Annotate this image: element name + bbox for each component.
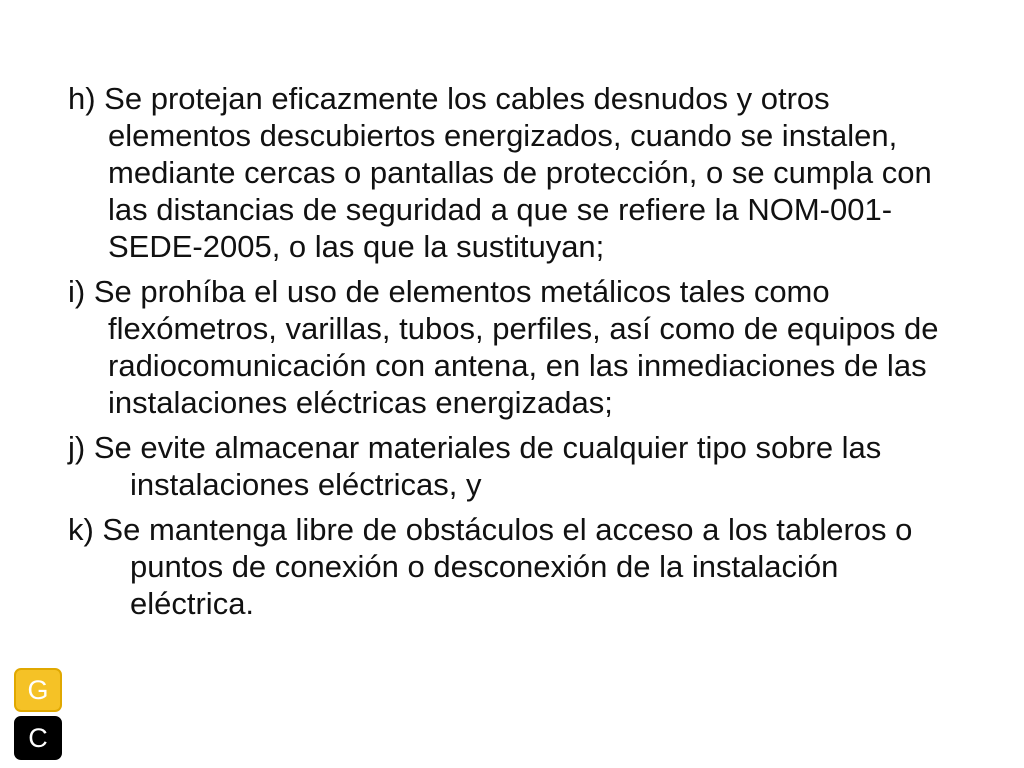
list-item-i: i) Se prohíba el uso de elementos metálicos tales como flexómetros, varillas, tubos, perfiles, así como de equipos de radiocomunicación con antena, en las inmediaciones de las instalaciones eléctricas energizadas; [68, 274, 939, 420]
list-item-j: j) Se evite almacenar materiales de cualquier tipo sobre las instalaciones eléctricas, y [68, 430, 882, 502]
list-item-k: k) Se mantenga libre de obstáculos el acceso a los tableros o puntos de conexión o desconexión de la instalación eléctrica. [68, 512, 913, 621]
c-button[interactable]: C [14, 716, 62, 760]
list-item-h: h) Se protejan eficazmente los cables desnudos y otros elementos descubiertos energizados, cuando se instalen, mediante cercas o pantallas de protección, o se cumpla con las distancias de seguridad a que se refiere la NOM-001-SEDE-2005, o las que la sustituyan; [68, 81, 932, 264]
slide-body [68, 80, 968, 630]
g-button[interactable]: G [14, 668, 62, 712]
